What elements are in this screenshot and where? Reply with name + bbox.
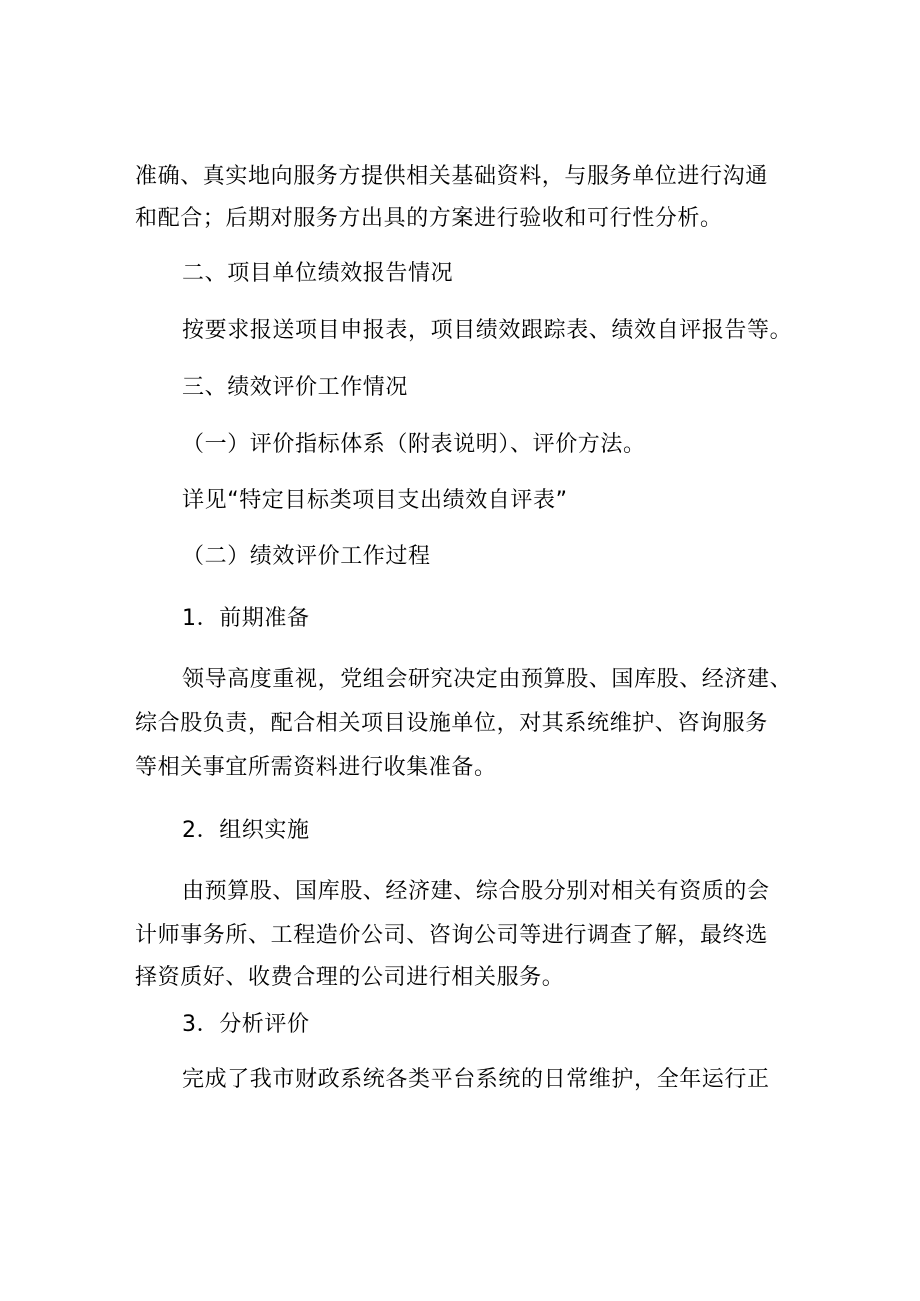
numbered-item-2: 2．组织实施 <box>182 818 310 843</box>
numbered-item-3: 3．分析评价 <box>182 1012 310 1037</box>
paragraph-line: 按要求报送项目申报表，项目绩效跟踪表、绩效自评报告等。 <box>182 318 793 343</box>
paragraph-line: 由预算股、国库股、经济建、综合股分别对相关有资质的会 <box>182 879 770 904</box>
subsection-heading-1: （一）评价指标体系（附表说明）、评价方法。 <box>182 432 646 457</box>
paragraph-line: 和配合；后期对服务方出具的方案进行验收和可行性分析。 <box>135 206 723 231</box>
paragraph-line: 详见“特定目标类项目支出绩效自评表” <box>182 488 568 513</box>
paragraph-line: 等相关事宜所需资料进行收集准备。 <box>135 755 497 780</box>
paragraph-line: 领导高度重视，党组会研究决定由预算股、国库股、经济建、 <box>182 667 793 692</box>
section-heading-2: 二、项目单位绩效报告情况 <box>182 261 454 286</box>
numbered-item-1: 1．前期准备 <box>182 606 310 631</box>
section-heading-3: 三、绩效评价工作情况 <box>182 375 409 400</box>
paragraph-line: 完成了我市财政系统各类平台系统的日常维护，全年运行正 <box>182 1067 770 1092</box>
paragraph-line: 计师事务所、工程造价公司、咨询公司等进行调查了解，最终选 <box>135 923 768 948</box>
paragraph-line: 综合股负责，配合相关项目设施单位，对其系统维护、咨询服务 <box>135 711 768 736</box>
paragraph-line: 准确、真实地向服务方提供相关基础资料，与服务单位进行沟通 <box>135 164 768 189</box>
subsection-heading-2: （二）绩效评价工作过程 <box>182 544 431 569</box>
paragraph-line: 择资质好、收费合理的公司进行相关服务。 <box>135 965 565 990</box>
